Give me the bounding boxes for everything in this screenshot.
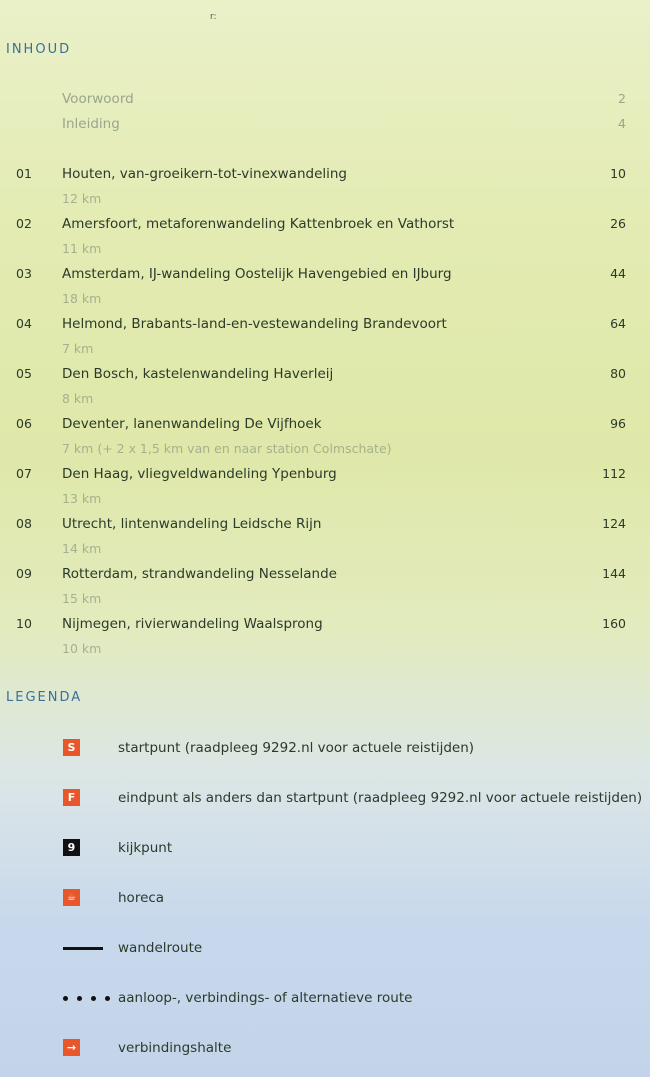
arrow-right-icon: → (63, 1039, 80, 1056)
toc-number: 08 (16, 516, 32, 531)
toc-entry[interactable] (0, 516, 650, 536)
toc-distance: 10 km (62, 641, 102, 656)
toc-page: 44 (610, 266, 626, 281)
toc-title: Utrecht, lintenwandeling Leidsche Rijn (62, 516, 322, 532)
toc-number: 10 (16, 616, 32, 631)
toc-page: 4 (618, 116, 626, 131)
toc-intro-row[interactable] (0, 91, 650, 111)
toc-title: Rotterdam, strandwandeling Nesselande (62, 566, 337, 582)
dotted-line-icon (63, 989, 113, 1006)
toc-number: 02 (16, 216, 32, 231)
toc-page: 10 (610, 166, 626, 181)
toc-distance: 18 km (62, 291, 102, 306)
toc-page: 144 (602, 566, 626, 581)
toc-page: 26 (610, 216, 626, 231)
top-mark: r: (210, 12, 217, 22)
toc-title: Helmond, Brabants-land-en-vestewandeling Brandevoort (62, 316, 447, 332)
toc-title: Den Haag, vliegveldwandeling Ypenburg (62, 466, 337, 482)
toc-page: 64 (610, 316, 626, 331)
toc-title: Voorwoord (62, 91, 134, 107)
viewpoint-square-icon: 9 (63, 839, 80, 856)
toc-title: Nijmegen, rivierwandeling Waalsprong (62, 616, 323, 632)
toc-number: 09 (16, 566, 32, 581)
toc-entry[interactable] (0, 266, 650, 286)
toc-number: 03 (16, 266, 32, 281)
toc-distance: 7 km (+ 2 x 1,5 km van en naar station Colmschate) (62, 441, 392, 456)
legend-label: kijkpunt (118, 840, 173, 856)
toc-distance: 8 km (62, 391, 94, 406)
toc-number: 07 (16, 466, 32, 481)
toc-entry[interactable] (0, 616, 650, 636)
legend-label: eindpunt als anders dan startpunt (raadpleeg 9292.nl voor actuele reistijden) (118, 790, 643, 806)
toc-distance: 14 km (62, 541, 102, 556)
toc-title: Inleiding (62, 116, 120, 132)
toc-title: Amersfoort, metaforenwandeling Kattenbroek en Vathorst (62, 216, 455, 232)
legend-label: verbindingshalte (118, 1040, 232, 1056)
start-square-icon: S (63, 739, 80, 756)
toc-entry[interactable] (0, 466, 650, 486)
toc-number: 05 (16, 366, 32, 381)
toc-page: 160 (602, 616, 626, 631)
toc-intro-row[interactable] (0, 116, 650, 136)
toc-page: 124 (602, 516, 626, 531)
toc-entry[interactable] (0, 166, 650, 186)
finish-square-icon: F (63, 789, 80, 806)
toc-title: Houten, van-groeikern-tot-vinexwandeling (62, 166, 347, 182)
toc-entry[interactable] (0, 566, 650, 586)
legend-label: wandelroute (118, 940, 203, 956)
toc-distance: 15 km (62, 591, 102, 606)
toc-page: 80 (610, 366, 626, 381)
toc-entry[interactable] (0, 366, 650, 386)
toc-entry[interactable] (0, 316, 650, 336)
legend-heading: LEGENDA (6, 690, 83, 705)
toc-number: 01 (16, 166, 32, 181)
toc-number: 06 (16, 416, 32, 431)
toc-distance: 12 km (62, 191, 102, 206)
legend-label: startpunt (raadpleeg 9292.nl voor actuele reistijden) (118, 740, 475, 756)
toc-distance: 13 km (62, 491, 102, 506)
legend-item (0, 789, 650, 809)
toc-page: 96 (610, 416, 626, 431)
toc-distance: 7 km (62, 341, 94, 356)
toc-page: 2 (618, 91, 626, 106)
legend-item (0, 1039, 650, 1059)
toc-title: Amsterdam, IJ-wandeling Oostelijk Havengebied en IJburg (62, 266, 452, 282)
toc-number: 04 (16, 316, 32, 331)
toc-page: 112 (602, 466, 626, 481)
legend-item (0, 739, 650, 759)
legend-item (0, 889, 650, 909)
toc-entry[interactable] (0, 416, 650, 436)
toc-entry[interactable] (0, 216, 650, 236)
legend-item (0, 989, 650, 1009)
legend-item (0, 839, 650, 859)
legend-label: aanloop-, verbindings- of alternatieve route (118, 990, 413, 1006)
toc-title: Den Bosch, kastelenwandeling Haverleij (62, 366, 334, 382)
legend-label: horeca (118, 890, 165, 906)
coffee-cup-icon: ☕ (63, 889, 80, 906)
toc-title: Deventer, lanenwandeling De Vijfhoek (62, 416, 322, 432)
contents-heading: INHOUD (6, 42, 72, 57)
toc-distance: 11 km (62, 241, 102, 256)
legend-item (0, 939, 650, 959)
solid-line-icon (63, 947, 103, 950)
